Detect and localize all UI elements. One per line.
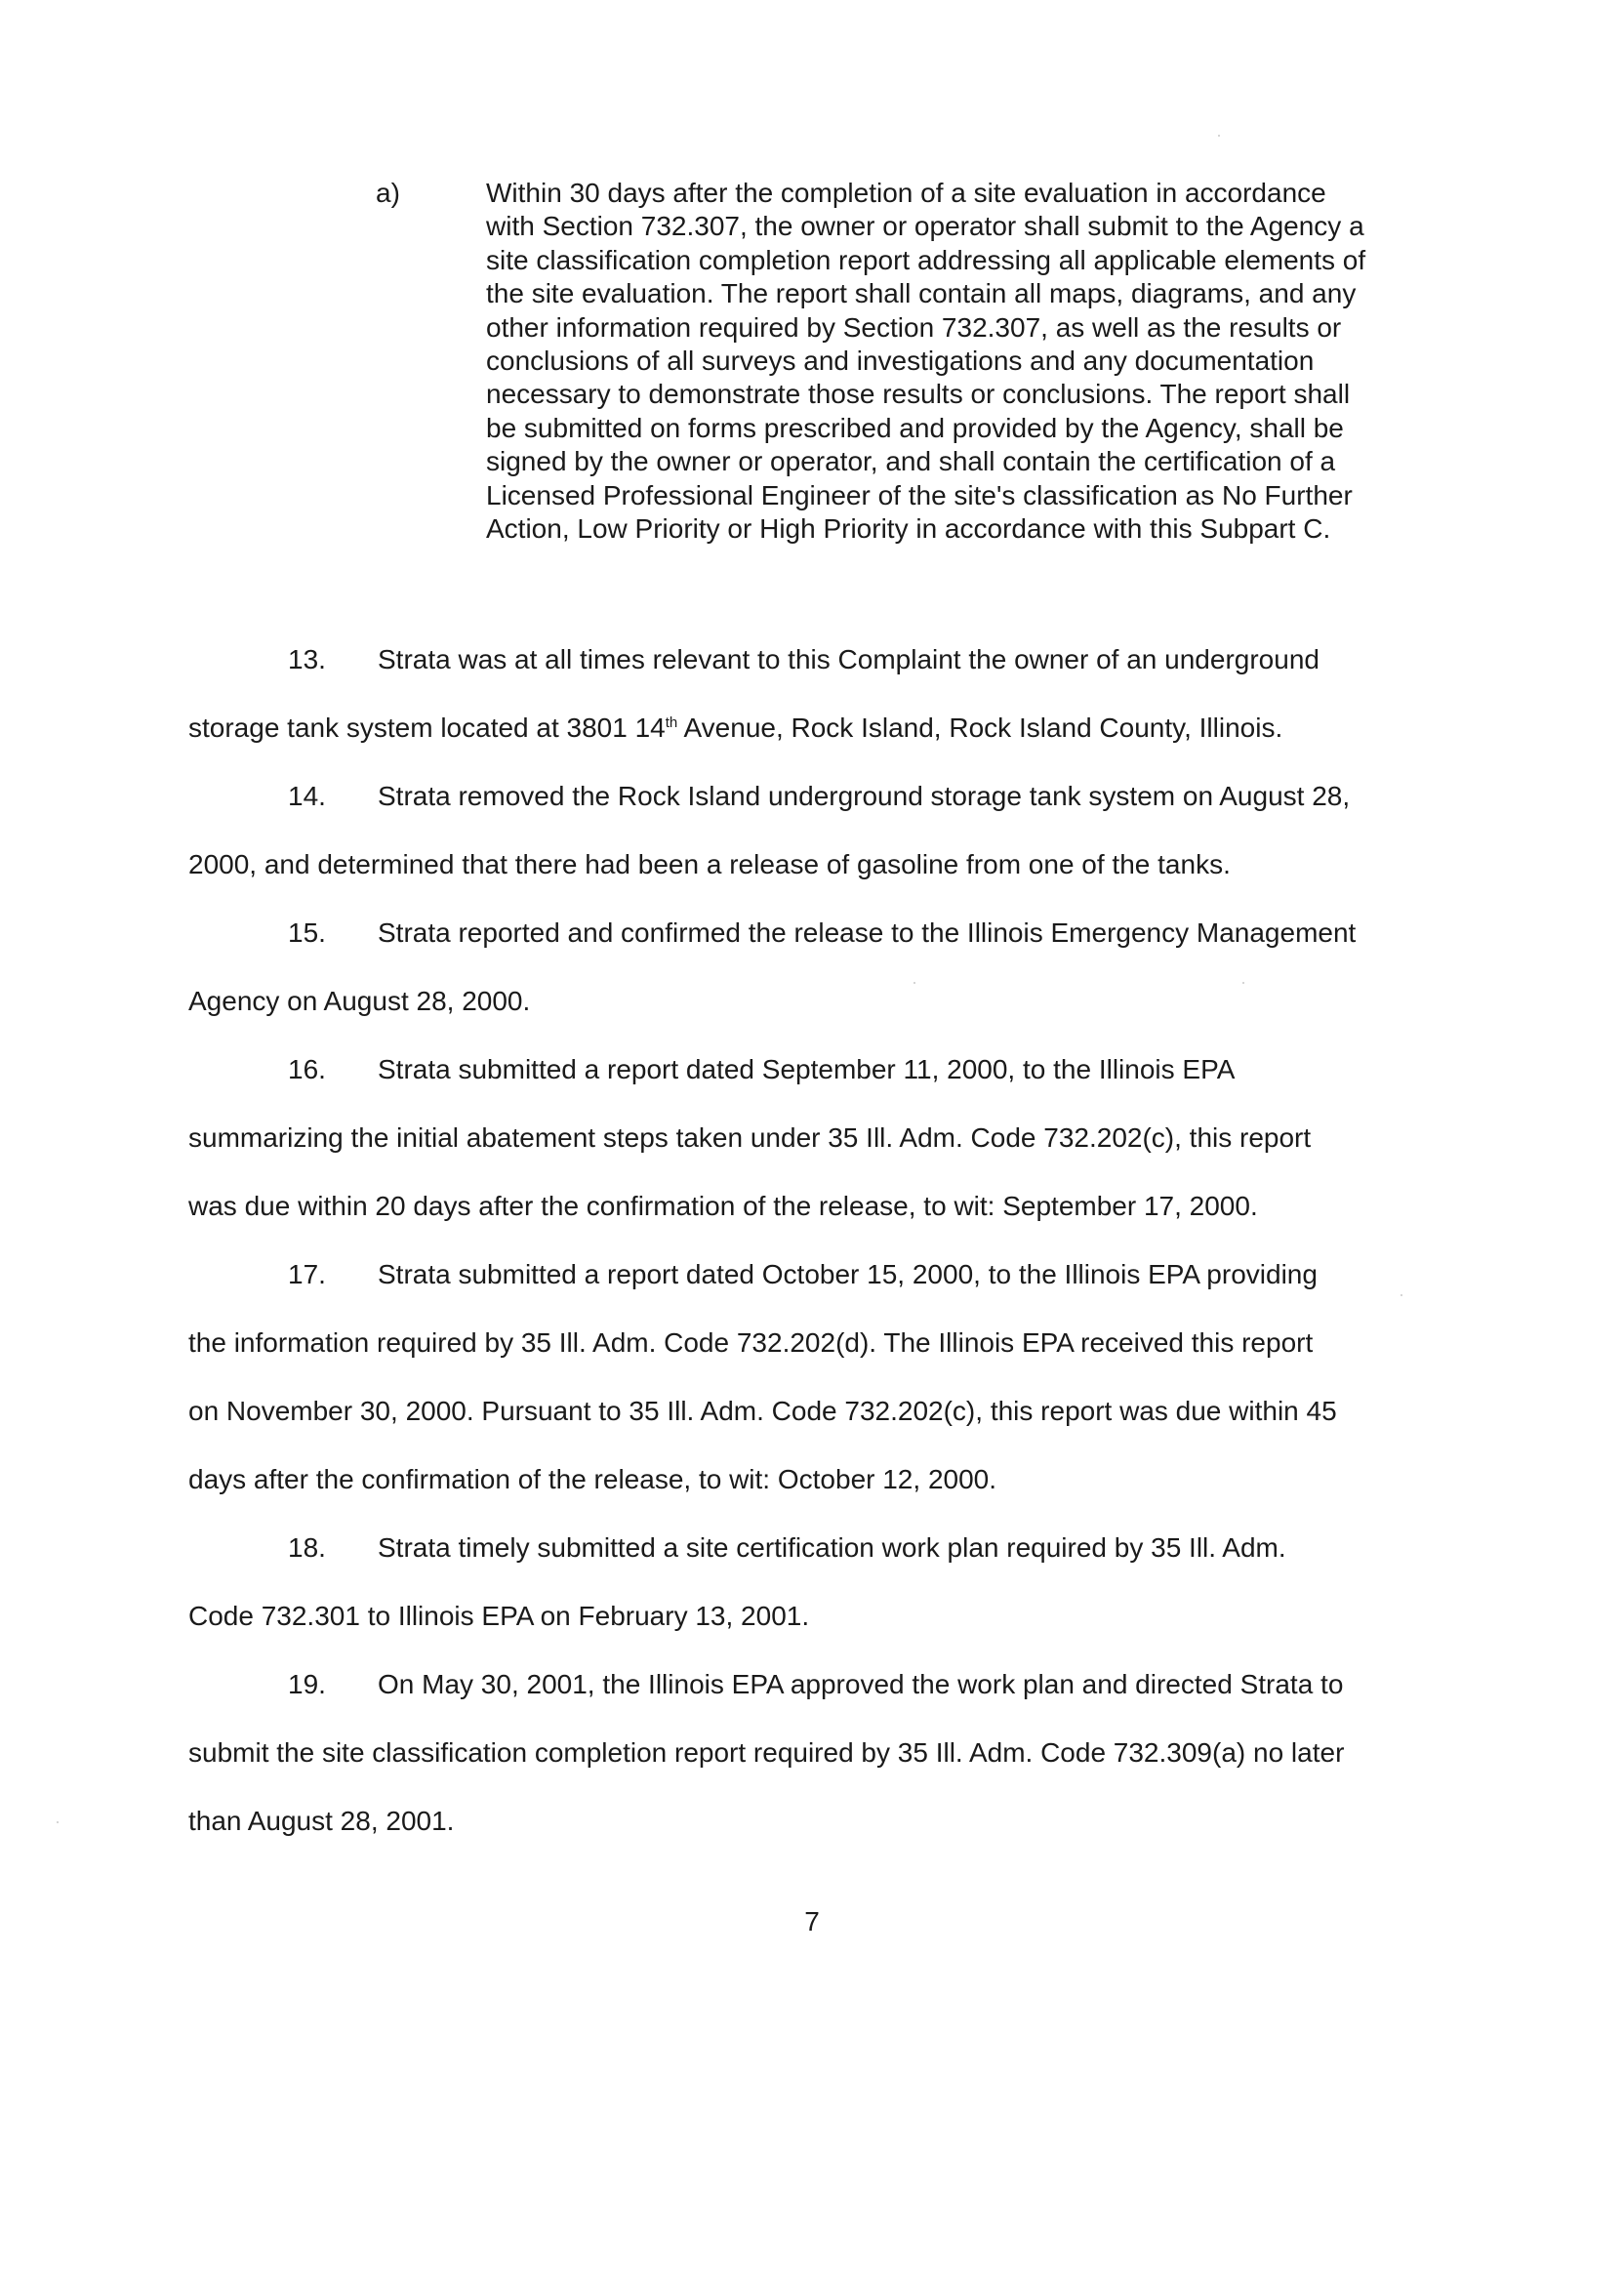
paragraph-text: storage tank system located at 3801 14 (188, 713, 666, 743)
paragraph-line: summarizing the initial abatement steps taken under 35 Ill. Adm. Code 732.202(c), this report (188, 1122, 1312, 1153)
page-number: 7 (804, 1906, 820, 1936)
paragraph-number: 13. (288, 644, 326, 674)
paragraph-line (188, 1241, 1477, 1309)
quote-item-label: a) (376, 178, 400, 208)
paragraph-line (188, 626, 1477, 694)
paragraph-15 (188, 899, 1477, 1036)
paragraph-line (188, 762, 1477, 831)
paragraph-number: 18. (288, 1532, 326, 1563)
paragraph-line: was due within 20 days after the confirmation of the release, to wit: September 17, 2000. (188, 1191, 1258, 1221)
paragraph-text: On May 30, 2001, the Illinois EPA approved the work plan and directed Strata to (378, 1669, 1344, 1699)
paragraph-number: 17. (288, 1259, 326, 1289)
scan-speck (914, 982, 915, 984)
paragraph-text: Strata timely submitted a site certification work plan required by 35 Ill. Adm. (378, 1532, 1286, 1563)
paragraph-text: Strata submitted a report dated September 11, 2000, to the Illinois EPA (378, 1054, 1236, 1084)
paragraph-number: 19. (288, 1669, 326, 1699)
scan-speck (1242, 982, 1244, 984)
paragraph-line (188, 899, 1477, 967)
paragraph-text: Strata removed the Rock Island underground storage tank system on August 28, (378, 781, 1351, 811)
quote-text: Within 30 days after the completion of a site evaluation in accordance with Section 732.307, the owner or operator shall submit to the Agency a site classification completion report addressing all applicable elements of the site evaluation. The report shall contain all maps, diagrams, and any other information required by Section 732.307, as well as the results or conclusions of all surveys and investigations and any documentation necessary to demonstrate those results or conclusions. The report shall be submitted on forms prescribed and provided by the Agency, shall be signed by the owner or operator, and shall contain the certification of a Licensed Professional Engineer of the site's classification as No Further Action, Low Priority or High Priority in accordance with this Subpart C. (486, 178, 1366, 545)
paragraph-16 (188, 1036, 1477, 1241)
paragraph-number: 15. (288, 917, 326, 948)
scan-speck (1401, 1294, 1402, 1296)
paragraph-line: days after the confirmation of the release, to wit: October 12, 2000. (188, 1464, 997, 1494)
paragraph-text: Strata reported and confirmed the release to the Illinois Emergency Management (378, 917, 1357, 948)
scan-speck (1218, 135, 1220, 137)
paragraph-line (188, 1650, 1477, 1719)
paragraph-text: Avenue, Rock Island, Rock Island County, Illinois. (677, 713, 1283, 743)
scan-speck (57, 1821, 59, 1823)
paragraph-19 (188, 1650, 1477, 1855)
paragraph-line (0, 694, 1477, 762)
paragraph-text: Strata was at all times relevant to this Complaint the owner of an underground (378, 644, 1320, 674)
paragraph-18 (188, 1514, 1477, 1650)
paragraph-number: 14. (288, 781, 326, 811)
paragraph-14 (188, 762, 1477, 899)
paragraph-text: Strata submitted a report dated October 15, 2000, to the Illinois EPA providing (378, 1259, 1318, 1289)
paragraph-line: on November 30, 2000. Pursuant to 35 Ill. Adm. Code 732.202(c), this report was due within 45 (188, 1396, 1337, 1426)
paragraph-line: the information required by 35 Ill. Adm. Code 732.202(d). The Illinois EPA received this report (188, 1327, 1314, 1358)
paragraph-line: submit the site classification completion report required by 35 Ill. Adm. Code 732.309(a) no later (188, 1737, 1345, 1768)
paragraph-line: Agency on August 28, 2000. (188, 986, 531, 1016)
paragraph-line (188, 1036, 1477, 1104)
paragraph-line (188, 1514, 1477, 1582)
paragraph-17 (188, 1241, 1477, 1514)
paragraph-13 (188, 626, 1477, 762)
numbered-paragraphs (188, 626, 1477, 1855)
ordinal-superscript: th (665, 714, 678, 731)
paragraph-number: 16. (288, 1054, 326, 1084)
quoted-regulation-block (376, 177, 1498, 546)
paragraph-line: than August 28, 2001. (188, 1806, 455, 1836)
paragraph-line: 2000, and determined that there had been a release of gasoline from one of the tanks. (188, 849, 1231, 879)
paragraph-line: Code 732.301 to Illinois EPA on February 13, 2001. (188, 1601, 810, 1631)
